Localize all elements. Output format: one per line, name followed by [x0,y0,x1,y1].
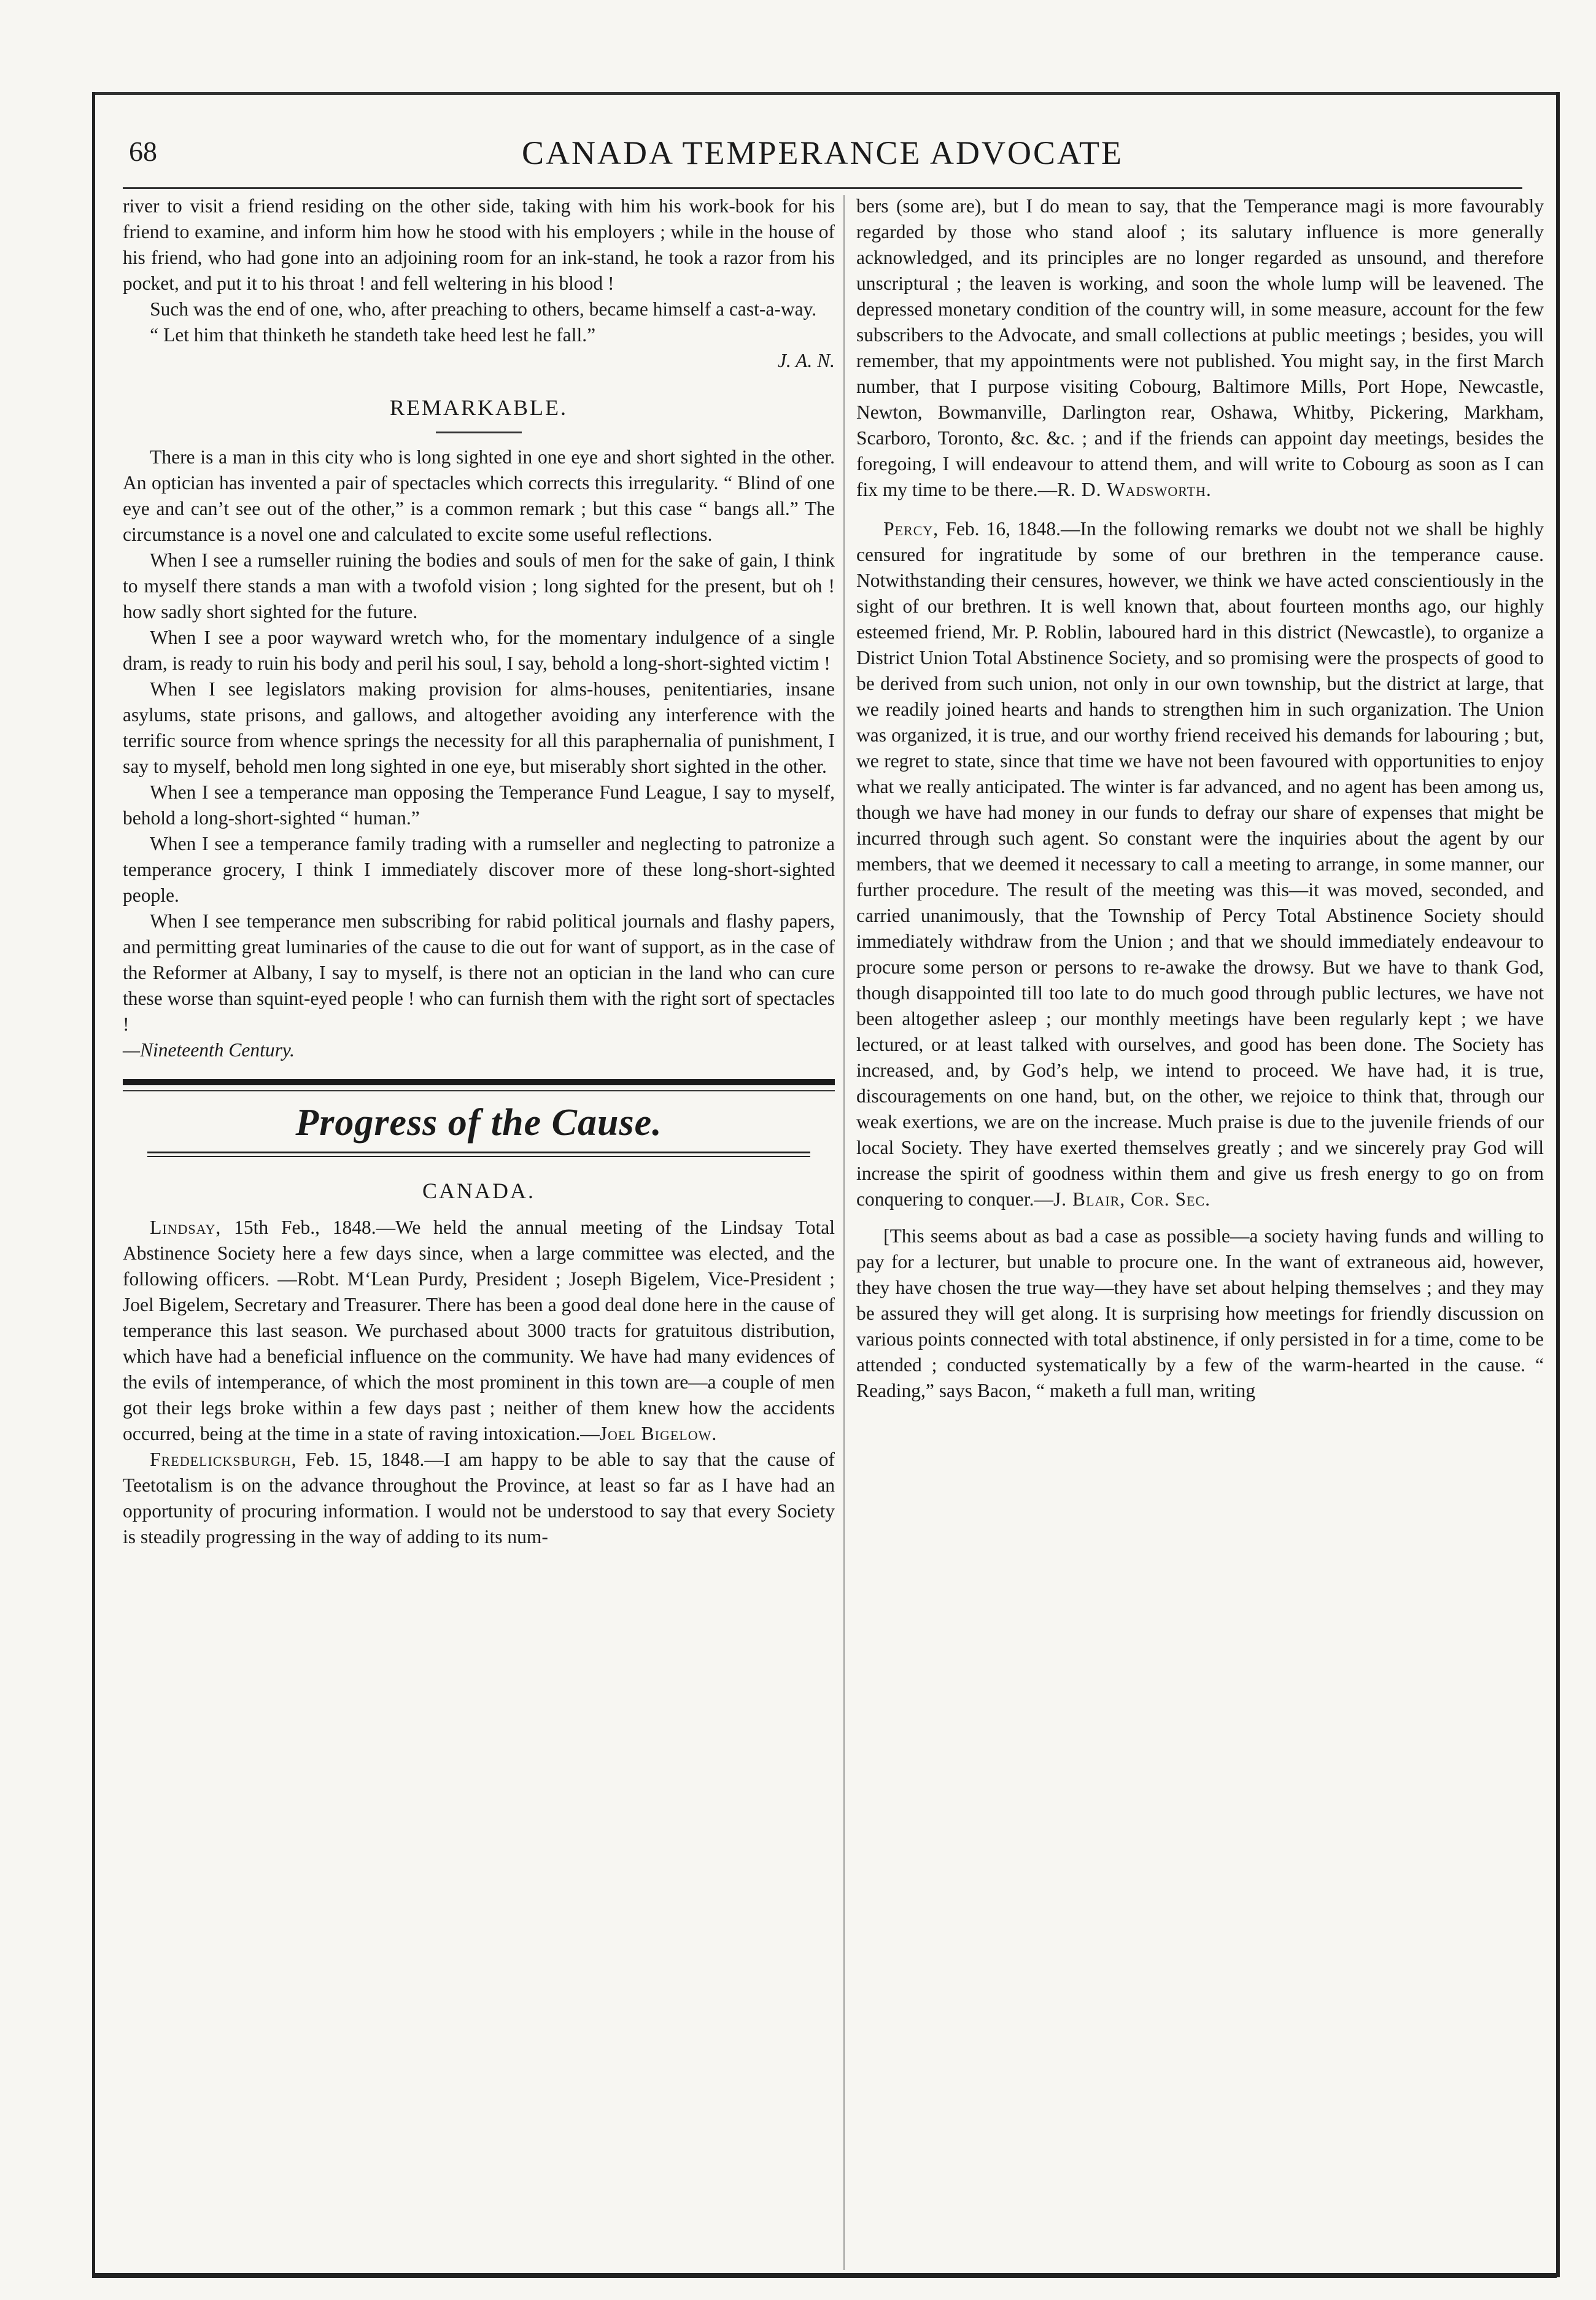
masthead-title: CANADA TEMPERANCE ADVOCATE [521,134,1124,171]
canada-heading: CANADA. [422,1179,535,1203]
lindsay-report [123,1215,835,1447]
percy-report [856,516,1544,1212]
fred-signature: R. D. Wadsworth. [1057,479,1212,500]
remarkable-paragraph: When I see a poor wayward wretch who, for the momentary indulgence of a single dram, is ready to ruin his body and peril his soul, I say, behold a long-short-sighted victim ! [123,627,835,674]
fredericksburgh-report [123,1447,835,1550]
scripture-quote: “ Let him that thinketh he standeth take heed lest he fall.” [150,324,596,346]
remarkable-paragraph: When I see a rumseller ruining the bodies and souls of men for the sake of gain, I think to myself there stands a man with a twofold vision ; long sighted for the present, but oh ! how sadly short sighted for the future. [123,549,835,622]
fred-text: Feb. 15, 1848.—I am happy to be able to say that the cause of Teetotalism is on the advance throughout the Province, at least so far as I have had an opportunity of procuring information. I would not be understood to say that every Society is steadily progressing in the way of adding to its num- [123,1449,835,1547]
progress-title: Progress of the Cause. [295,1102,662,1144]
intro-paragraph: river to visit a friend residing on the other side, taking with him his work-book for his friend to examine, and inform him how he stood with his employers ; while in the house of his friend, who had gone into an adjoining room for an ink-stand, he took a razor from his pocket, and put it to his throat ! and fell weltering in his blood ! [123,195,835,294]
remarkable-paragraph: When I see a temperance family trading with a rumseller and neglecting to patronize a temperance grocery, I think I immediately discover more of these long-short-sighted people. [123,833,835,906]
intro-signature: J. A. N. [777,350,835,371]
column-divider [843,195,845,2270]
section-rule-thin [123,1090,835,1091]
percy-signature: J. Blair, Cor. Sec. [1053,1188,1211,1210]
right-column [856,193,1544,1404]
fred-continued-text: bers (some are), but I do mean to say, that the Temperance magi is more favourably regarded by those who stand aloof ; its salutary influence is more generally acknowledged, and its principles are no longer regarded as unsound, and therefore unscriptural ; the leaven is working, and soon the whole lump will be leavened. The depressed monetary condition of the country will, in some measure, account for the few subscribers to the Advocate, and small collections at public meetings ; besides, you will remember, that my appointments were not published. You might say, in the first March number, that I purpose visiting Cobourg, Baltimore Mills, Port Hope, Newcastle, Newton, Bowmanville, Darlington rear, Oshawa, Whitby, Pickering, Markham, Scarboro, Toronto, &c. &c. ; and if the friends can appoint day meetings, besides the foregoing, I will endeavour to attend them, and will write to Cobourg as soon as I can fix my time to be there.— [856,195,1544,500]
lindsay-signature: Joel Bigelow. [599,1423,718,1444]
left-column [123,193,835,1550]
remarkable-source [123,1037,835,1063]
lindsay-dateline: Lindsay, [150,1217,222,1238]
remarkable-paragraph: There is a man in this city who is long sighted in one eye and short sighted in the other. An optician has invented a pair of spectacles which corrects this irregularity. “ Blind of one eye and can’t see out of the other,” is a common remark ; but this case “ bangs all.” The circumstance is a novel one and calculated to excite some useful reflections. [123,446,835,545]
page-frame-bottom [92,2273,1557,2278]
percy-text: Feb. 16, 1848.—In the following remarks we doubt not we shall be highly censured for ingratitude by some of our brethren in the temperance cause. Notwithstanding their censures, however, we think we have acted conscientiously in the sight of our brethren. It is well known that, about fourteen months ago, our highly esteemed friend, Mr. P. Roblin, laboured hard in this district (Newcastle), to organize a District Union Total Abstinence Society, and so promising were the prospects of good to be derived from such union, not only in our own township, but the district at large, that we readily joined hearts and hands to strengthen him in such organization. The Union was organized, it is true, and our worthy friend received his demands for labouring ; but, we regret to state, since that time we have not been favoured with opportunities to enjoy what we really anticipated. The winter is far advanced, and no agent has been among us, though we have had money in our funds to defray our share of expenses that might be incurred through such agent. So constant were the inquiries about the agent by our members, that we deemed it necessary to call a meeting to arrange, in some manner, our further procedure. The result of the meeting was this—it was moved, seconded, and carried unanimously, that the Township of Percy Total Abstinence Society should immediately withdraw from the Union ; and that we should immediately endeavour to procure some person or persons to re-awake the drowsy. But we have to thank God, though disappointed till too late to do much good through public lectures, we have not been altogether asleep ; our monthly meetings have been regularly kept ; we have lectured, or at least talked with ourselves, and good has been done. The Society has increased, and, by God’s help, we intend to proceed. We have had, it is true, discouragements on one hand, but, on the other, we rejoice to think that, through our weak exertions, we are on the increase. Much praise is due to the juvenile friends of our local Society. They have exerted themselves greatly ; and we sincerely pray God will increase the spirit of goodness within them and give us fresh energy to go on from conquering to conquer.— [856,518,1544,1210]
source-text: —Nineteenth Century. [123,1039,295,1061]
editor-note: [This seems about as bad a case as possible—a society having funds and willing to pay for a lecturer, but unable to procure one. In the want of extraneous aid, however, they have chosen the true way—they have set about helping themselves ; and they may be assured they will get along. It is surprising how meetings for friendly discussion on various points connected with total abstinence, if only persisted in for a time, come to be attended ; conducted systematically by a few of the warm-hearted in the cause. “ Reading,” says Bacon, “ maketh a full man, writing [856,1225,1544,1401]
fred-continued [856,193,1544,503]
page-number: 68 [129,136,157,167]
remarkable-heading: REMARKABLE. [389,395,568,420]
page-header [123,129,1522,184]
remarkable-paragraph: When I see legislators making provision for alms-houses, penitentiaries, insane asylums, state prisons, and gallows, and altogether avoiding any interference with the terrific source from whence springs the necessity for all this paraphernalia of punishment, I say to myself, behold men long sighted in one eye, but miserably short sighted in the other. [123,678,835,777]
header-rule [123,187,1522,189]
lindsay-text: 15th Feb., 1848.—We held the annual meeting of the Lindsay Total Abstinence Society here a few days since, when a large committee was elected, and the following officers. —Robt. M‘Lean Purdy, President ; Joseph Bigelem, Vice-President ; Joel Bigelem, Secretary and Treasurer. There has been a good deal done here in the cause of temperance this last season. We purchased about 3000 tracts for gratuitous distribution, which have had a beneficial influence on the community. We have had many evidences of the evils of intemperance, of which the most prominent in this town are—a couple of men got their legs broke within a few days past ; neither of them knew how the accidents occurred, being at the time in a state of raving intoxication.— [123,1217,835,1444]
section-rule-heavy [123,1079,835,1085]
remarkable-paragraph: When I see a temperance man opposing the Temperance Fund League, I say to myself, behold a long-short-sighted “ human.” [123,781,835,829]
remarkable-paragraph: When I see temperance men subscribing for rabid political journals and flashy papers, and permitting great luminaries of the cause to die out for want of support, as in the case of the Reformer at Albany, I say to myself, is there not an optician in the land who can cure these worse than squint-eyed people ! who can furnish them with the right sort of spectacles ! [123,910,835,1035]
fred-dateline: Fredelicksburgh, [150,1449,297,1470]
heading-rule [436,432,522,433]
progress-rule [147,1152,810,1157]
percy-dateline: Percy, [883,518,939,540]
intro-paragraph: Such was the end of one, who, after preaching to others, became himself a cast-a-way. [150,298,817,320]
